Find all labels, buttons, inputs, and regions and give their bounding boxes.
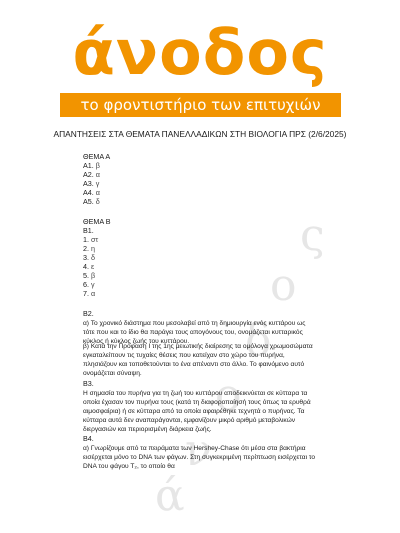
watermark-letter: δ	[245, 315, 272, 366]
watermark-letter: ο	[270, 260, 297, 311]
question-number: 3.	[83, 253, 89, 262]
b3-answer: Η σημασία του πυρήνα για τη ζωή του κυττάρου αποδεικνύεται σε κύτταρα τα οποία έχασαν τον πυρήνα τους (κατά τη διαφοροποίησή τους όπως τα ερυθρά αιμοσφαίρια) ή σε κύτταρα από τα οποία αφαιρέθηκε τεχνητά ο πυρήνας. Τα κύτταρα αυτά δεν αναπαράγονται, εμφανίζουν μικρό αριθμό μεταβολικών διεργασιών και περιορισμένη διάρκεια ζωής.	[83, 390, 311, 433]
document-title: ΑΠΑΝΤΗΣΕΙΣ ΣΤΑ ΘΕΜΑΤΑ ΠΑΝΕΛΛΑΔΙΚΩΝ ΣΤΗ ΒΙΟΛΟΓΙΑ ΠΡΣ (2/6/2025)	[53, 129, 347, 139]
answer-value: β	[95, 161, 100, 170]
question-number: 7.	[83, 289, 89, 298]
logo-tagline: το φροντιστήριο των επιτυχιών	[80, 96, 321, 114]
theme-b-heading: ΘΕΜΑ Β	[83, 217, 111, 226]
answer-value: στ	[91, 235, 99, 244]
watermark-letter: ς	[300, 210, 325, 261]
question-number: 6.	[83, 280, 89, 289]
question-number: 4.	[83, 262, 89, 271]
b4-heading: Β4.	[83, 434, 94, 443]
answer-value: δ	[91, 253, 96, 262]
answer-b1-2	[83, 244, 95, 253]
answer-value: γ	[91, 280, 95, 289]
answer-value: ε	[91, 262, 95, 271]
answer-b1-3	[83, 253, 95, 262]
b4-answer: α) Γνωρίζουμε από τα πειράματα των Hershey-Chase ότι μέσα στα βακτήρια εισέρχεται μόνο το DNA των φάγων. Στη συγκεκριμένη περίπτωση εισέρχεται το DNA του φάγου Τ₂, το οποίο θα	[83, 445, 316, 470]
b2-heading: Β2.	[83, 309, 94, 318]
answer-value: α	[95, 188, 100, 197]
watermark-letter: ν	[185, 425, 212, 476]
b2-answer-a: α) Το χρονικό διάστημα που μεσολαβεί από τη δημιουργία ενός κυττάρου ως τότε που και το ίδιο θα παράγει τους απογόνους του, ονομάζεται κυτταρικός κύκλος ή κύκλος ζωής του κυττάρου.	[83, 320, 306, 345]
answer-b1-4	[83, 262, 94, 271]
answer-b1-7	[83, 289, 95, 298]
b3-heading: Β3.	[83, 379, 94, 388]
watermark-letter: ο	[215, 370, 242, 421]
question-number: Α1.	[83, 161, 94, 170]
answer-b1-6	[83, 280, 95, 289]
question-number: 1.	[83, 235, 89, 244]
answer-value: β	[91, 271, 96, 280]
answer-b1-5	[83, 271, 95, 280]
question-number: Α4.	[83, 188, 94, 197]
answer-a1	[83, 161, 100, 170]
answer-a2	[83, 170, 100, 179]
brand-logo: άνοδος	[72, 16, 328, 89]
b2-answer-b: β) Κατά την Πρόφαση Ι της 1ης μειωτικής διαίρεσης τα ομόλογα χρωμοσώματα εγκαταλείπουν τις τυχαίες θέσεις που κατείχαν στο χώρο του πυρήνα, πλησιάζουν και τοποθετούνται το ένα απέναντι στο άλλο. Το φαινόμενο αυτό ονομάζεται σύναψη.	[83, 343, 313, 377]
answer-value: η	[91, 244, 95, 253]
question-number: Α3.	[83, 179, 94, 188]
answer-a3	[83, 179, 99, 188]
question-number: 2.	[83, 244, 89, 253]
answer-value: γ	[95, 179, 100, 188]
answer-value: α	[91, 289, 96, 298]
answer-a4	[83, 188, 100, 197]
watermark-letter: ά	[155, 470, 185, 521]
question-number: Α5.	[83, 197, 94, 206]
answer-b1-1	[83, 235, 98, 244]
question-number: 5.	[83, 271, 89, 280]
answer-a5	[83, 197, 100, 206]
question-number: Α2.	[83, 170, 94, 179]
answer-value: α	[95, 170, 100, 179]
theme-a-heading: ΘΕΜΑ Α	[83, 152, 111, 161]
b1-heading: Β1.	[83, 226, 94, 235]
answer-value: δ	[95, 197, 100, 206]
